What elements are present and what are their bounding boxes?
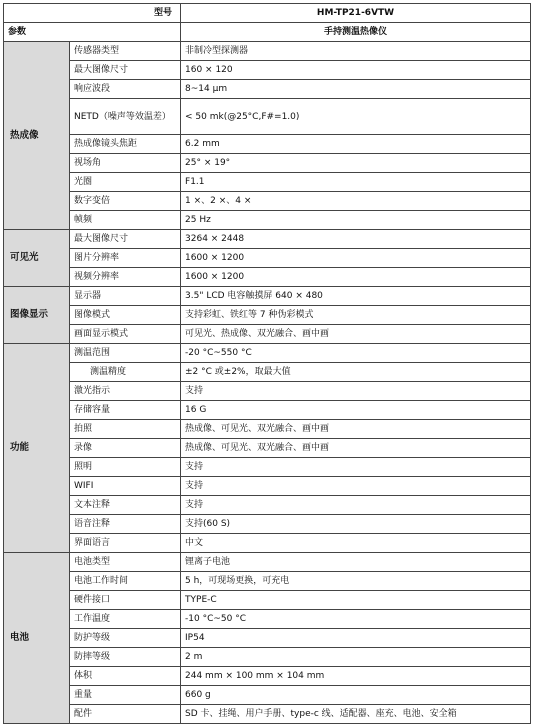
spec-label: 照明 [70, 458, 181, 477]
spec-value: 支持 [181, 477, 531, 496]
spec-label: 图片分辨率 [70, 249, 181, 268]
spec-label: 画面显示模式 [70, 325, 181, 344]
spec-value: 支持彩虹、铁红等 7 种伪彩模式 [181, 306, 531, 325]
spec-value: F1.1 [181, 173, 531, 192]
group-display: 图像显示 [4, 287, 70, 344]
spec-label: 显示器 [70, 287, 181, 306]
spec-value: 8~14 μm [181, 80, 531, 99]
spec-value: 660 g [181, 686, 531, 705]
spec-value: 5 h，可现场更换，可充电 [181, 572, 531, 591]
spec-label: 最大图像尺寸 [70, 61, 181, 80]
spec-value: 支持(60 S) [181, 515, 531, 534]
param-header-label: 参数 [4, 23, 181, 42]
spec-value: 1 ×、2 ×、4 × [181, 192, 531, 211]
spec-label: 最大图像尺寸 [70, 230, 181, 249]
spec-value: 支持 [181, 458, 531, 477]
spec-label: 数字变倍 [70, 192, 181, 211]
spec-value: 热成像、可见光、双光融合、画中画 [181, 439, 531, 458]
spec-value: 中文 [181, 534, 531, 553]
spec-label: 测温范围 [70, 344, 181, 363]
spec-value: -20 °C~550 °C [181, 344, 531, 363]
spec-value: ±2 °C 或±2%，取最大值 [181, 363, 531, 382]
spec-table [3, 3, 531, 724]
spec-label: 配件 [70, 705, 181, 724]
spec-label: 界面语言 [70, 534, 181, 553]
spec-label: 传感器类型 [70, 42, 181, 61]
spec-label: 响应波段 [70, 80, 181, 99]
model-header-label: 型号 [4, 4, 181, 23]
group-battery: 电池 [4, 553, 70, 724]
spec-label: NETD（噪声等效温差） [70, 99, 181, 135]
spec-label: 测温精度 [70, 363, 181, 382]
spec-label: 视场角 [70, 154, 181, 173]
spec-value: -10 °C~50 °C [181, 610, 531, 629]
spec-label: 录像 [70, 439, 181, 458]
spec-value: SD 卡、挂绳、用户手册、type-c 线、适配器、座充、电池、安全箱 [181, 705, 531, 724]
spec-label: 激光指示 [70, 382, 181, 401]
spec-value: 热成像、可见光、双光融合、画中画 [181, 420, 531, 439]
spec-label: 视频分辨率 [70, 268, 181, 287]
product-name: 手持测温热像仪 [181, 23, 531, 42]
spec-label: WIFI [70, 477, 181, 496]
spec-label: 存储容量 [70, 401, 181, 420]
spec-label: 重量 [70, 686, 181, 705]
spec-value: 244 mm × 100 mm × 104 mm [181, 667, 531, 686]
spec-label: 语音注释 [70, 515, 181, 534]
spec-label: 防护等级 [70, 629, 181, 648]
spec-label: 防摔等级 [70, 648, 181, 667]
spec-label: 帧频 [70, 211, 181, 230]
spec-value: 25° × 19° [181, 154, 531, 173]
spec-label: 文本注释 [70, 496, 181, 515]
spec-label: 电池工作时间 [70, 572, 181, 591]
spec-value: 16 G [181, 401, 531, 420]
spec-value: 2 m [181, 648, 531, 667]
spec-value: 可见光、热成像、双光融合、画中画 [181, 325, 531, 344]
spec-value: 1600 × 1200 [181, 268, 531, 287]
spec-value: 3.5" LCD 电容触摸屏 640 × 480 [181, 287, 531, 306]
spec-value: 160 × 120 [181, 61, 531, 80]
spec-value: 6.2 mm [181, 135, 531, 154]
model-value: HM-TP21-6VTW [181, 4, 531, 23]
group-thermal: 热成像 [4, 42, 70, 230]
spec-value: 3264 × 2448 [181, 230, 531, 249]
spec-label: 图像模式 [70, 306, 181, 325]
spec-value: 支持 [181, 496, 531, 515]
spec-label: 电池类型 [70, 553, 181, 572]
spec-value: 非制冷型探测器 [181, 42, 531, 61]
spec-label: 热成像镜头焦距 [70, 135, 181, 154]
spec-value: TYPE-C [181, 591, 531, 610]
spec-label: 体积 [70, 667, 181, 686]
spec-value: < 50 mk(@25°C,F#=1.0) [181, 99, 531, 135]
spec-value: 25 Hz [181, 211, 531, 230]
spec-label: 硬件接口 [70, 591, 181, 610]
spec-label: 工作温度 [70, 610, 181, 629]
spec-value: 支持 [181, 382, 531, 401]
group-visible: 可见光 [4, 230, 70, 287]
spec-label: 拍照 [70, 420, 181, 439]
spec-value: 1600 × 1200 [181, 249, 531, 268]
spec-value: IP54 [181, 629, 531, 648]
spec-value: 锂离子电池 [181, 553, 531, 572]
spec-label: 光圈 [70, 173, 181, 192]
group-function: 功能 [4, 344, 70, 553]
